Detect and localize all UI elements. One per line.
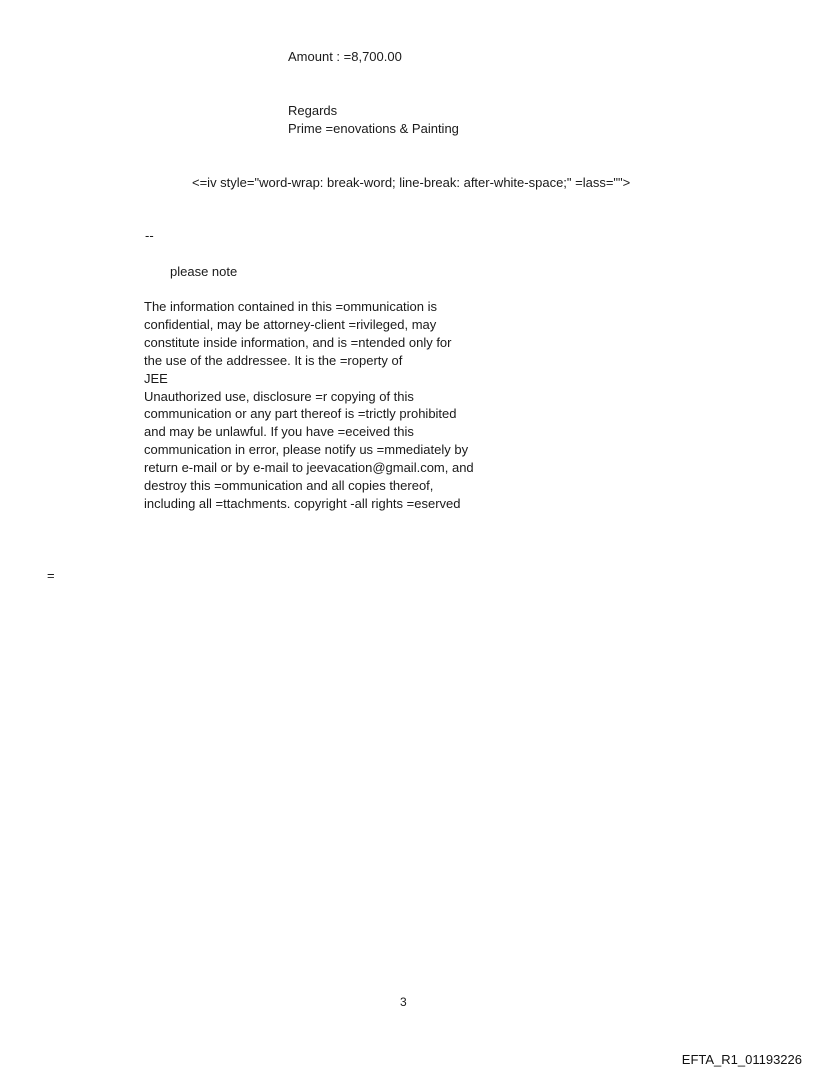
disclaimer-line: The information contained in this =ommunication is xyxy=(144,299,438,314)
disclaimer-line: including all =ttachments. copyright -all rights =eserved xyxy=(144,495,461,511)
disclaimer-line: and may be unlawful. If you have =eceived this xyxy=(144,424,414,440)
company-name: Prime =enovations & Painting xyxy=(288,121,459,136)
page-number: 3 xyxy=(400,995,407,1009)
amount-line: Amount : =8,700.00 xyxy=(288,49,402,64)
stray-equals-sign: = xyxy=(47,568,55,583)
disclaimer-line: return e-mail or by e-mail to jeevacation@gmail.com, and xyxy=(144,460,474,476)
disclaimer-block xyxy=(144,298,474,513)
disclaimer-line: confidential, may be attorney-client =rivileged, may xyxy=(144,316,437,332)
disclaimer-line: JEE xyxy=(144,370,168,386)
raw-html-fragment: <=iv style="word-wrap: break-word; line-break: after-white-space;" =lass=""> xyxy=(192,175,631,190)
signature-separator: -- xyxy=(145,228,154,243)
disclaimer-line: destroy this =ommunication and all copies thereof, xyxy=(144,478,434,494)
disclaimer-line: Unauthorized use, disclosure =r copying of this xyxy=(144,388,414,404)
disclaimer-line: the use of the addressee. It is the =roperty of xyxy=(144,352,403,368)
please-note-heading: please note xyxy=(170,264,238,279)
regards-line: Regards xyxy=(288,103,338,118)
disclaimer-line: communication in error, please notify us =mmediately by xyxy=(144,442,469,458)
disclaimer-line: communication or any part thereof is =trictly prohibited xyxy=(144,406,457,422)
document-id: EFTA_R1_01193226 xyxy=(681,1052,802,1067)
disclaimer-line: constitute inside information, and is =ntended only for xyxy=(144,334,452,350)
